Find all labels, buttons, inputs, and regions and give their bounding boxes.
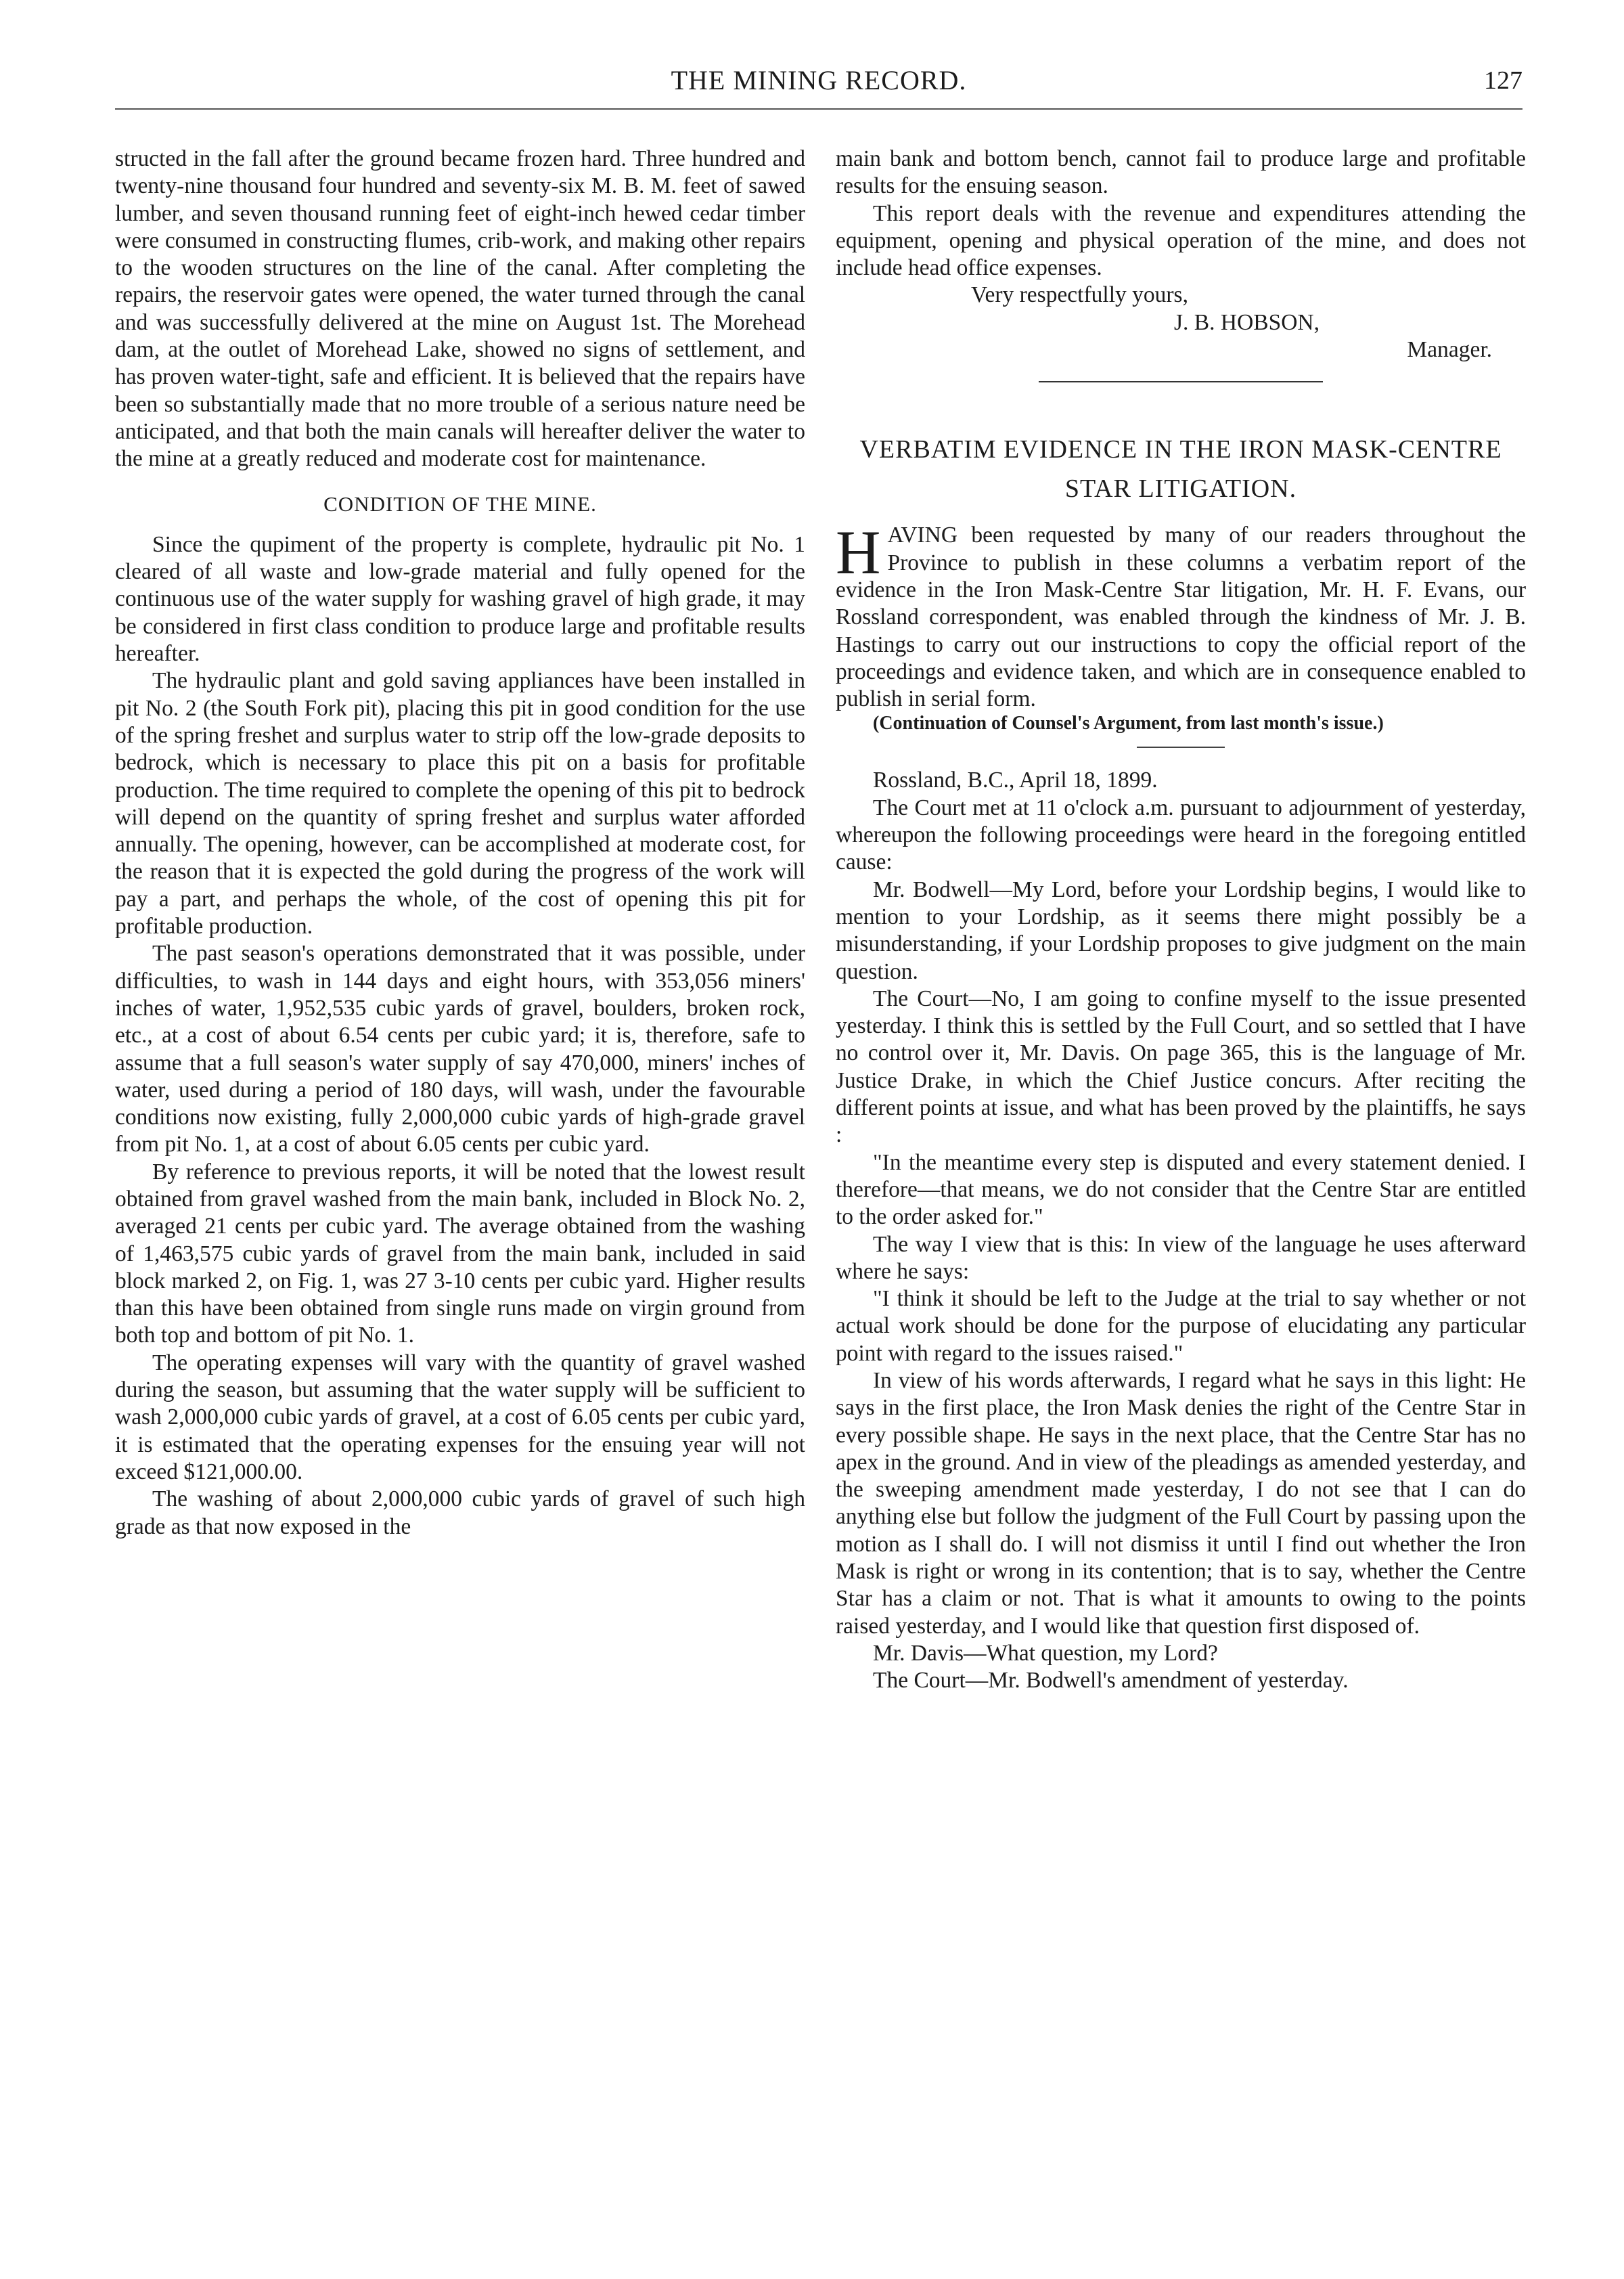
- report-closing: [836, 282, 1526, 363]
- continuation-note: (Continuation of Counsel's Argument, from last month's issue.): [873, 713, 1384, 734]
- signature-title: Manager.: [1407, 337, 1492, 363]
- left-column: [115, 146, 805, 1541]
- transcript-quote: "I think it should be left to the Judge at the trial to say whether or not actual work should be done for the purpose of elucidating any particular point with regard to the issues raised.": [836, 1286, 1526, 1366]
- drop-cap: H: [836, 518, 881, 588]
- section-heading: CONDITION OF THE MINE.: [323, 491, 597, 516]
- section-divider: [1039, 381, 1323, 382]
- transcript-paragraph: Mr. Davis—What question, my Lord?: [873, 1640, 1218, 1666]
- article-intro: [836, 518, 1526, 713]
- header-rule: [115, 108, 1522, 110]
- paragraph: By reference to previous reports, it will be noted that the lowest result obtained from gravel washed from the main bank, included in Block No. 2, averaged 21 cents per cubic yard. The average obtained from the washing of 1,463,575 cubic yards of gravel from the main bank, included in said block marked 2, on Fig. 1, was 27 3-10 cents per cubic yard. Higher results than this have been obtained from single runs made on virgin ground from both top and bottom of pit No. 1.: [115, 1159, 805, 1348]
- paragraph: The past season's operations demonstrated that it was possible, under difficulties, to wash in 144 days and eight hours, with 353,056 miners' inches of water, 1,952,535 cubic yards of gravel, boulders, broken rock, etc., at a cost of about 6.54 cents per cubic yard; it is, therefore, safe to assume that a full season's water supply of say 470,000, miners' inches of water, used during a period of 180 days, will wash, under the favourable conditions now existing, fully 2,000,000 cubic yards of high-grade gravel from pit No. 1, at a cost of about 6.05 cents per cubic yard.: [115, 941, 805, 1157]
- transcript-paragraph: In view of his words afterwards, I regard what he says in this light: He says in the first place, the Iron Mask denies the right of the Centre Star in every possible shape. He says in the next place, that the Centre Star has no apex in the ground. And in view of the pleadings as amended yesterday, and the sweeping amendment made yesterday, I do not see that I can do anything else but follow the judgment of the Full Court by passing upon the motion as I shall do. I will not dismiss it until I find out whether the Iron Mask is right or wrong in its contention; that is to say, whether the Centre Star has a claim or not. That is what it amounts to owing to the points raised yesterday, and I would like that question first disposed of.: [836, 1367, 1526, 1639]
- dateline: Rossland, B.C., April 18, 1899.: [873, 768, 1158, 793]
- paragraph: main bank and bottom bench, cannot fail to produce large and profitable results for the ensuing season.: [836, 146, 1526, 199]
- paragraph: The operating expenses will vary with the quantity of gravel washed during the season, but assuming that the water supply will be sufficient to wash 2,000,000 cubic yards of gravel, at a cost of 6.05 cents per cubic yard, it is estimated that the operating expenses for the ensuing year will not exceed $121,000.00.: [115, 1350, 805, 1484]
- paragraph: structed in the fall after the ground became frozen hard. Three hundred and twenty-nine thousand four hundred and seventy-six M. B. M. feet of sawed lumber, and seven thousand running feet of eight-inch hewed cedar timber were consumed in constructing flumes, crib-work, and making other repairs to the wooden structures on the line of the canal. After completing the repairs, the reservoir gates were opened, the water turned through the canal and was successfully delivered at the mine on August 1st. The Morehead dam, at the outlet of Morehead Lake, showed no signs of settlement, and has proven water-tight, safe and efficient. It is believed that the repairs have been so substantially made that no more trouble of a serious nature need be anticipated, and that both the main canals will hereafter deliver the water to the mine at a greatly reduced and moderate cost for maintenance.: [115, 146, 805, 472]
- right-column: [836, 146, 1526, 1695]
- page-number: 127: [1484, 66, 1522, 95]
- transcript-paragraph: Mr. Bodwell—My Lord, before your Lordship begins, I would like to mention to your Lordship, as it seems there might possibly be a misunderstanding, if your Lordship proposes to give judgment on the main question.: [836, 877, 1526, 984]
- signature-name: J. B. HOBSON,: [1174, 309, 1320, 335]
- intro-text: AVING been requested by many of our readers throughout the Province to publish in these columns a verbatim report of the evidence in the Iron Mask-Centre Star litigation, Mr. H. F. Evans, our Rossland correspondent, was enabled through the kindness of Mr. J. B. Hastings to carry out our instructions to copy the official report of the proceedings and evidence taken, and which are in consequence enabled to publish in serial form.: [836, 523, 1526, 712]
- short-divider: [1137, 747, 1225, 748]
- transcript-paragraph: The Court—Mr. Bodwell's amendment of yesterday.: [873, 1668, 1349, 1694]
- transcript-paragraph: The way I view that is this: In view of the language he uses afterward where he says:: [836, 1231, 1526, 1284]
- article-title: VERBATIM EVIDENCE IN THE IRON MASK-CENTRE STAR LITIGATION.: [859, 435, 1502, 504]
- closing-salutation: Very respectfully yours,: [971, 282, 1188, 308]
- transcript-paragraph: The Court met at 11 o'clock a.m. pursuant to adjournment of yesterday, whereupon the following proceedings were heard in the foregoing entitled cause:: [836, 795, 1526, 875]
- page-header: [115, 64, 1522, 112]
- transcript-quote: "In the meantime every step is disputed and every statement denied. I therefore—that means, we do not consider that the Centre Star are entitled to the order asked for.": [836, 1149, 1526, 1230]
- journal-title: THE MINING RECORD.: [671, 65, 967, 95]
- paragraph: The washing of about 2,000,000 cubic yards of gravel of such high grade as that now exposed in the: [115, 1486, 805, 1539]
- paragraph: This report deals with the revenue and expenditures attending the equipment, opening and physical operation of the mine, and does not include head office expenses.: [836, 200, 1526, 281]
- paragraph: Since the qupiment of the property is complete, hydraulic pit No. 1 cleared of all waste and low-grade material and fully opened for the continuous use of the water supply for washing gravel of high grade, it may be considered in first class condition to produce large and profitable results hereafter.: [115, 531, 805, 667]
- paragraph: The hydraulic plant and gold saving appliances have been installed in pit No. 2 (the South Fork pit), placing this pit in good condition for the use of the spring freshet and surplus water to strip off the low-grade deposits to bedrock, which is necessary to place this pit on a basis for profitable production. The time required to complete the opening of this pit to bedrock will depend on the quantity of spring freshet and surplus water afforded annually. The opening, however, can be accomplished at moderate cost, for the reason that it is expected the gold during the progress of the work will pay a part, and perhaps the whole, of the cost of opening this pit for profitable production.: [115, 668, 805, 939]
- transcript-paragraph: The Court—No, I am going to confine myself to the issue presented yesterday. I think this is settled by the Full Court, and so settled that I have no control over it, Mr. Davis. On page 365, this is the language of Mr. Justice Drake, in which the Chief Justice concurs. After reciting the different points at issue, and what has been proved by the plaintiffs, he says :: [836, 986, 1526, 1148]
